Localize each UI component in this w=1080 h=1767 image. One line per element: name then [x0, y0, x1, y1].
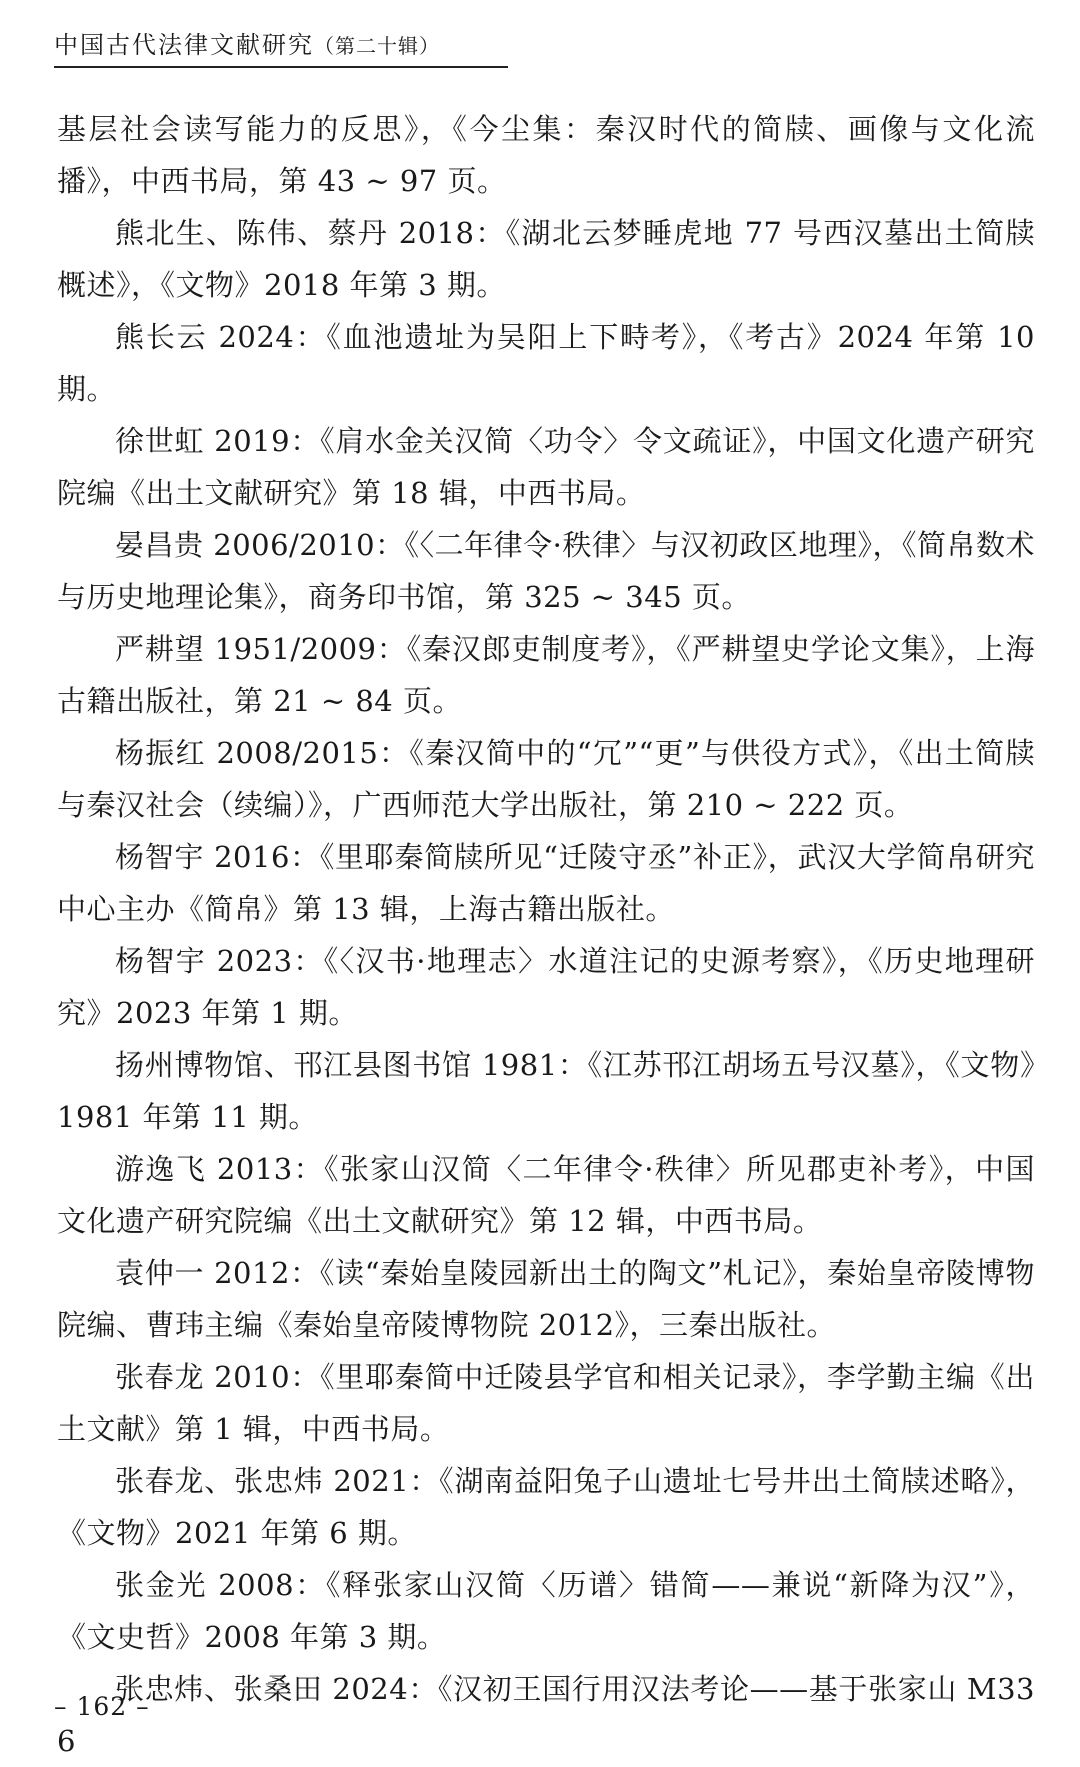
reference-entry: 张春龙、张忠炜 2021：《湖南益阳兔子山遗址七号井出土简牍述略》，《文物》2021 年第 6 期。: [57, 1464, 1035, 1550]
reference-entry: 熊北生、陈伟、蔡丹 2018：《湖北云梦睡虎地 77 号西汉墓出土简牍概述》，《文物》2018 年第 3 期。: [57, 216, 1035, 302]
reference-entry-continued: 基层社会读写能力的反思》，《今尘集：秦汉时代的简牍、画像与文化流播》，中西书局，第 43 ~ 97 页。: [57, 112, 1035, 198]
reference-entry: 杨振红 2008/2015：《秦汉简中的“冗”“更”与供役方式》，《出土简牍与秦汉社会（续编）》，广西师范大学出版社，第 210 ~ 222 页。: [57, 736, 1035, 822]
reference-entry: 扬州博物馆、邗江县图书馆 1981：《江苏邗江胡场五号汉墓》，《文物》1981 年第 11 期。: [57, 1048, 1035, 1134]
reference-entry: 熊长云 2024：《血池遗址为吴阳上下畤考》，《考古》2024 年第 10 期。: [57, 320, 1035, 406]
reference-entry: 游逸飞 2013：《张家山汉简〈二年律令·秩律〉所见郡吏补考》，中国文化遗产研究院编《出土文献研究》第 12 辑，中西书局。: [57, 1152, 1035, 1238]
header-rule: [54, 66, 508, 68]
running-header: [54, 30, 504, 61]
page-number: – 162 –: [54, 1692, 150, 1721]
journal-issue: （第二十辑）: [314, 34, 440, 58]
reference-entry: 徐世虹 2019：《肩水金关汉简〈功令〉令文疏证》，中国文化遗产研究院编《出土文献研究》第 18 辑，中西书局。: [57, 424, 1035, 510]
reference-entry: 张忠炜、张桑田 2024：《汉初王国行用汉法考论——基于张家山 M336: [57, 1672, 1035, 1758]
reference-list: [57, 103, 1035, 1767]
reference-entry: 严耕望 1951/2009：《秦汉郎吏制度考》，《严耕望史学论文集》，上海古籍出版社，第 21 ~ 84 页。: [57, 632, 1035, 718]
reference-entry: 晏昌贵 2006/2010：《〈二年律令·秩律〉与汉初政区地理》，《简帛数术与历史地理论集》，商务印书馆，第 325 ~ 345 页。: [57, 528, 1035, 614]
reference-entry: 张春龙 2010：《里耶秦简中迁陵县学官和相关记录》，李学勤主编《出土文献》第 1 辑，中西书局。: [57, 1360, 1035, 1446]
journal-title: 中国古代法律文献研究: [54, 31, 314, 59]
reference-entry: 张金光 2008：《释张家山汉简〈历谱〉错简——兼说“新降为汉”》，《文史哲》2008 年第 3 期。: [57, 1568, 1035, 1654]
reference-entry: 杨智宇 2023：《〈汉书·地理志〉水道注记的史源考察》，《历史地理研究》2023 年第 1 期。: [57, 944, 1035, 1030]
reference-entry: 杨智宇 2016：《里耶秦简牍所见“迁陵守丞”补正》，武汉大学简帛研究中心主办《简帛》第 13 辑，上海古籍出版社。: [57, 840, 1035, 926]
reference-entry: 袁仲一 2012：《读“秦始皇陵园新出土的陶文”札记》，秦始皇帝陵博物院编、曹玮主编《秦始皇帝陵博物院 2012》，三秦出版社。: [57, 1256, 1035, 1342]
